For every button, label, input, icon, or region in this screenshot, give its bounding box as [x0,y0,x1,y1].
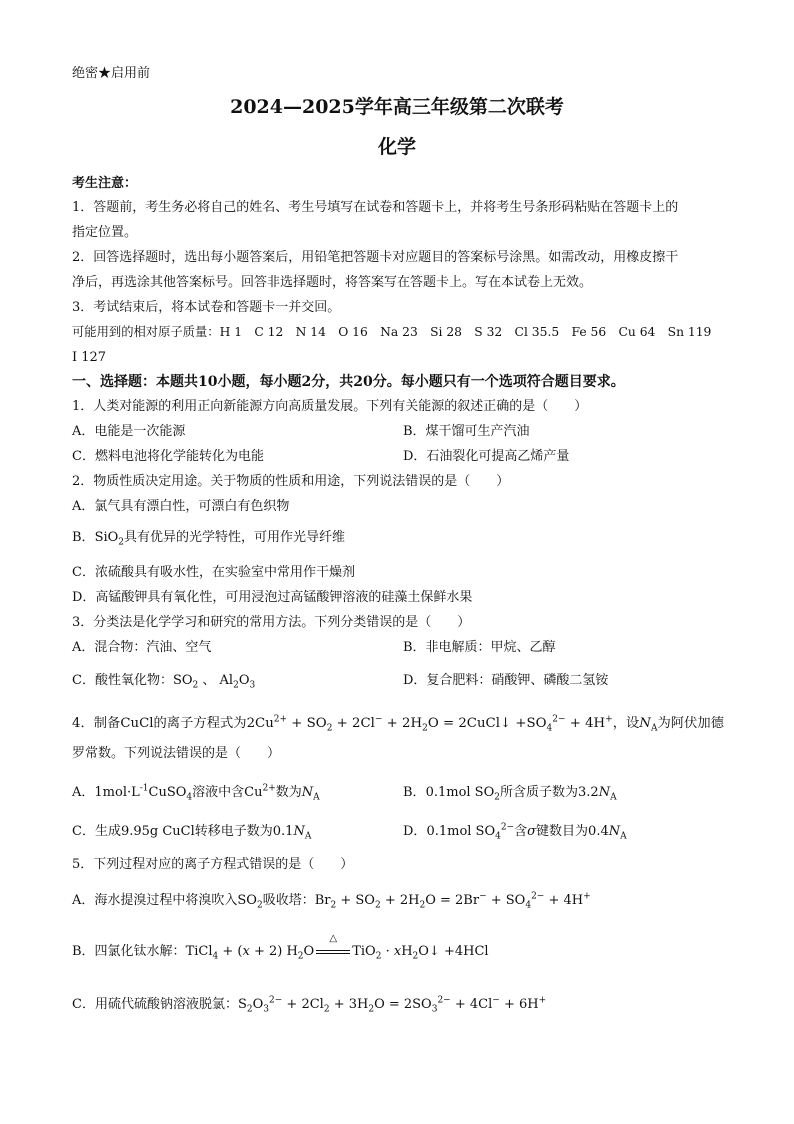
q3-option-a: A．混合物：汽油、空气 [72,640,212,655]
q4-option-b: B．0.1mol $SO_2$所含质子数为$3.2N_A$ [403,785,617,803]
q3-option-c: C．酸性氧化物：$SO_2$ 、 $Al_2O_3$ [72,673,256,691]
notice-line-4: 净后，再选涂其他答案标号。回答非选择题时，将答案写在答题卡上。写在本试卷上无效。 [72,275,593,290]
secret-label: 绝密★启用前 [72,66,151,81]
q3-option-b: B．非电解质：甲烷、乙醇 [403,640,556,655]
atomic-mass-line-2: I 127 [72,350,107,365]
notice-line-2: 指定位置。 [72,225,138,240]
section-heading: 一、选择题：本题共10小题，每小题2分，共20分。每小题只有一个选项符合题目要求。 [72,374,625,390]
q5-option-c: C．用硫代硫酸钠溶液脱氯：$S_2O_3^{2-} + 2Cl_2 + 3H_2O = 2SO_3^{2-} + 4Cl^- + 6H^+$ [72,995,547,1015]
q2-option-a: A．氯气具有漂白性，可漂白有色织物 [72,499,290,514]
q1-stem: 1．人类对能源的利用正向新能源方向高质量发展。下列有关能源的叙述正确的是（ ） [72,399,588,414]
notice-line-5: 3．考试结束后，将本试卷和答题卡一并交回。 [72,300,341,315]
exam-title: 2024—2025学年高三年级第二次联考 [230,96,564,118]
notice-line-3: 2．回答选择题时，选出每小题答案后，用铅笔把答题卡对应题目的答案标号涂黑。如需改动，用橡皮擦干 [72,250,679,265]
notice-line-1: 1．答题前，考生务必将自己的姓名、考生号填写在试卷和答题卡上，并将考生号条形码粘贴在答题卡上的 [72,200,679,215]
q3-stem: 3．分类法是化学学习和研究的常用方法。下列分类错误的是（ ） [72,615,471,630]
q1-option-d: D．石油裂化可提高乙烯产量 [403,449,570,464]
q4-option-a: A．$1mol\cdot L^{-1}CuSO_4$溶液中含$Cu^{2+}$数为$N_A$ [72,783,320,803]
q2-option-d: D．高锰酸钾具有氧化性，可用浸泡过高锰酸钾溶液的硅藻土保鲜水果 [72,590,473,605]
q5-option-a: A．海水提溴过程中将溴吹入$SO_2$吸收塔：$Br_2 + SO_2 + 2H_2O = 2Br^- + SO_4^{2-} + 4H^+$ [72,891,591,911]
q5-stem: 5．下列过程对应的离子方程式错误的是（ ） [72,857,354,872]
notice-heading: 考生注意： [72,176,138,191]
subject-title: 化学 [377,136,416,158]
q2-option-b: B．SiO$_2$具有优异的光学特性，可用作光导纤维 [72,530,346,548]
q4-stem-line-2: 罗常数。下列说法错误的是（ ） [72,746,281,761]
q1-option-a: A．电能是一次能源 [72,424,186,439]
q3-option-d: D．复合肥料：硝酸钾、磷酸二氢铵 [403,673,609,688]
q2-option-c: C．浓硫酸具有吸水性，在实验室中常用作干燥剂 [72,565,355,580]
q1-option-c: C．燃料电池将化学能转化为电能 [72,449,264,464]
q2-stem: 2．物质性质决定用途。关于物质的性质和用途，下列说法错误的是（ ） [72,474,510,489]
q1-option-b: B．煤干馏可生产汽油 [403,424,530,439]
atomic-mass-line: 可能用到的相对原子质量：H 1 C 12 N 14 O 16 Na 23 Si 28 S 32 Cl 35.5 Fe 56 Cu 64 Sn 119 [72,325,712,339]
q5-option-b: B．四氯化钛水解：TiCl$_4$ + (x + 2) $H_2O$ △ $TiO_2 \cdot xH_2O↓ +4HCl$ [72,933,489,962]
q4-stem: 4．制备CuCl的离子方程式为$2Cu^{2+} + SO_2 + 2Cl^- + 2H_2O$ = 2CuCl↓ $+SO_4^{2-} + 4H^+$，设$N_A$为阿伏加德 [72,714,724,734]
q4-option-d: D．0.1mol $SO_4^{2-}$含σ键数目为$0.4N_A$ [403,822,627,842]
q4-option-c: C．生成9.95g CuCl转移电子数为$0.1N_A$ [72,824,312,842]
